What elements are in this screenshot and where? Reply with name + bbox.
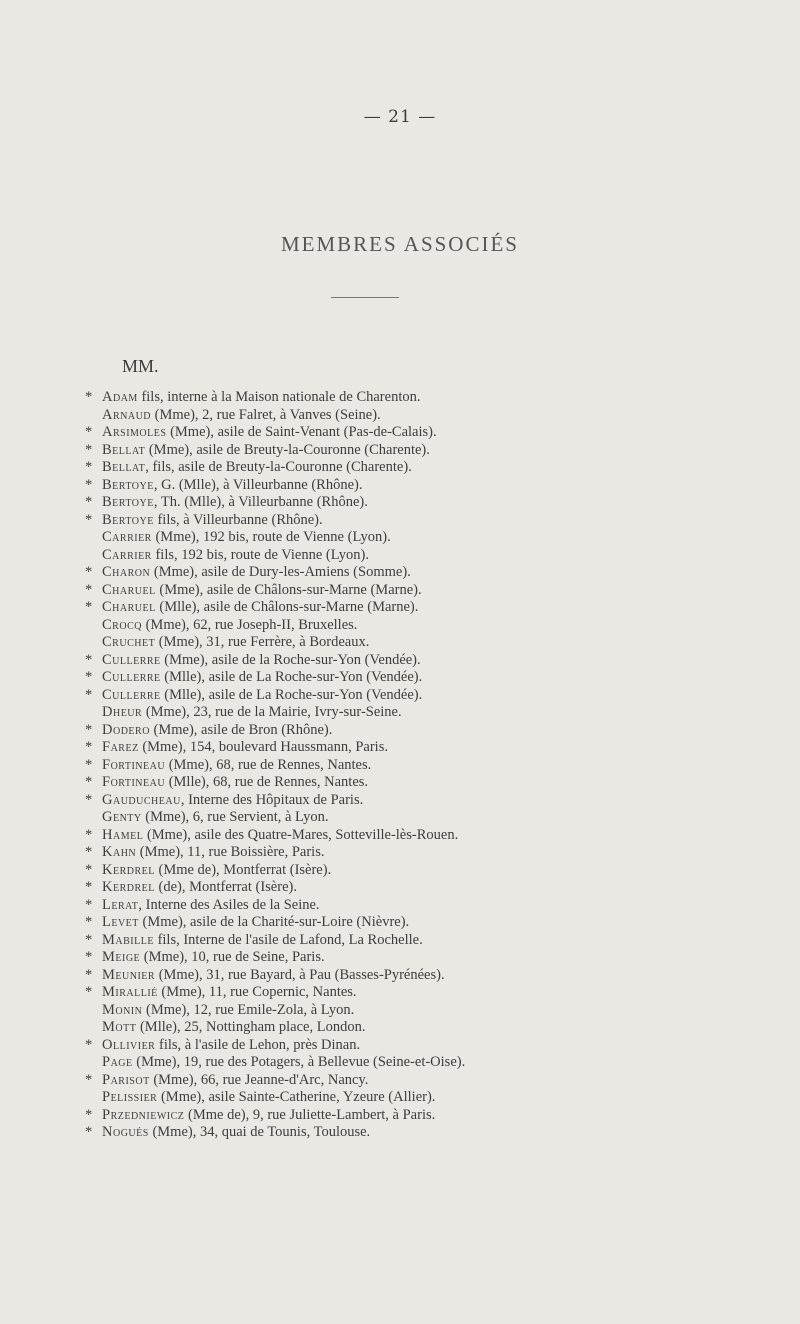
full-member-marker: *: [85, 1071, 93, 1088]
member-surname: Nogués: [102, 1124, 149, 1140]
member-details: (Mme), 31, rue Bayard, à Pau (Basses-Pyrénées).: [155, 966, 445, 983]
member-details: (Mlle), 25, Nottingham place, London.: [136, 1019, 366, 1035]
member-surname: Mott: [102, 1019, 137, 1035]
member-surname: Levet: [102, 914, 139, 930]
section-heading: MEMBRES ASSOCIÉS: [281, 232, 519, 256]
member-surname: Ollivier: [102, 1036, 156, 1053]
member-details: (Mme), 19, rue des Potagers, à Bellevue (Seine-et-Oise).: [132, 1054, 466, 1070]
member-details: (Mme), 12, rue Emile-Zola, à Lyon.: [142, 1001, 355, 1018]
member-surname: Meunier: [102, 966, 156, 983]
member-surname: Bellat: [102, 441, 146, 458]
member-details: (Mlle), 68, rue de Rennes, Nantes.: [165, 774, 369, 790]
full-member-marker: *: [85, 756, 93, 773]
member-surname: Bertoye: [102, 511, 154, 528]
member-entry: [85, 722, 725, 740]
member-details: fils, Interne de l'asile de Lafond, La Rochelle.: [153, 931, 423, 948]
member-details: (Mme), 11, rue Copernic, Nantes.: [157, 984, 357, 1000]
member-details: fils, à Villeurbanne (Rhône).: [153, 511, 323, 528]
member-entry: [85, 792, 725, 810]
member-surname: Bellat: [102, 459, 146, 475]
member-surname: Charuel: [102, 599, 156, 615]
member-entry: [85, 1054, 725, 1072]
member-details: fils, à l'asile de Lehon, près Dinan.: [155, 1036, 361, 1053]
member-entry: [85, 634, 725, 652]
page-number: — 21 —: [363, 107, 437, 127]
member-details: (Mme), asile de Dury-les-Amiens (Somme).: [150, 564, 411, 580]
member-details: (Mlle), asile de La Roche-sur-Yon (Vendée).: [160, 686, 423, 703]
member-entry: [85, 547, 725, 565]
member-entry: [85, 932, 725, 950]
member-surname: Fortineau: [102, 774, 166, 790]
member-entry: [85, 1002, 725, 1020]
member-surname: Bertoye: [102, 494, 154, 510]
member-surname: Gauducheau: [102, 791, 181, 808]
member-details: (Mme), 66, rue Jeanne-d'Arc, Nancy.: [149, 1071, 369, 1088]
member-surname: Dodero: [102, 721, 150, 738]
member-entry: [85, 1019, 725, 1037]
member-surname: Charon: [102, 564, 151, 580]
member-surname: Cullerre: [102, 686, 161, 703]
member-details: (Mlle), asile de Châlons-sur-Marne (Marne).: [155, 599, 419, 615]
member-entry: [85, 704, 725, 722]
member-surname: Dheur: [102, 704, 143, 720]
member-details: (Mme), 68, rue de Rennes, Nantes.: [165, 756, 372, 773]
member-details: , Interne des Hôpitaux de Paris.: [180, 791, 364, 808]
member-surname: Cruchet: [102, 634, 156, 650]
member-details: (Mme), asile des Quatre-Mares, Sotteville-lès-Rouen.: [143, 826, 459, 843]
member-entry: [85, 757, 725, 775]
full-member-marker: *: [85, 686, 93, 703]
member-details: , Interne des Asiles de la Seine.: [138, 896, 320, 913]
member-entry: [85, 407, 725, 425]
member-entry: [85, 494, 725, 512]
member-entry: [85, 564, 725, 582]
member-surname: Lerat: [102, 896, 139, 913]
member-entry: [85, 1107, 725, 1125]
member-details: (Mme), 154, boulevard Haussmann, Paris.: [138, 739, 388, 755]
full-member-marker: *: [85, 896, 93, 913]
member-surname: Meige: [102, 949, 141, 965]
member-surname: Crocq: [102, 616, 142, 633]
full-member-marker: *: [85, 669, 93, 685]
member-surname: Mirallié: [102, 984, 158, 1000]
full-member-marker: *: [85, 651, 93, 668]
member-surname: Cullerre: [102, 651, 161, 668]
member-entry: [85, 739, 725, 757]
full-member-marker: *: [85, 1106, 93, 1123]
member-details: fils, interne à la Maison nationale de Charenton.: [137, 389, 421, 405]
member-entry: [85, 1089, 725, 1107]
member-entry: [85, 827, 725, 845]
member-details: (Mme), asile de la Roche-sur-Yon (Vendée).: [160, 651, 421, 668]
full-member-marker: *: [85, 791, 93, 808]
member-details: (Mme), 23, rue de la Mairie, Ivry-sur-Seine.: [142, 704, 402, 720]
member-surname: Page: [102, 1054, 133, 1070]
member-entry: [85, 984, 725, 1002]
heading-divider: [331, 297, 399, 298]
member-details: (Mme), asile de Breuty-la-Couronne (Charente).: [145, 441, 430, 458]
full-member-marker: *: [85, 844, 93, 860]
full-member-marker: *: [85, 966, 93, 983]
full-member-marker: *: [85, 476, 93, 493]
member-surname: Kerdrel: [102, 861, 155, 878]
member-details: (Mme), asile de Saint-Venant (Pas-de-Calais).: [166, 424, 437, 440]
member-entry: [85, 477, 725, 495]
member-surname: Parisot: [102, 1071, 150, 1088]
member-entry: [85, 512, 725, 530]
member-surname: Farez: [102, 739, 139, 755]
full-member-marker: *: [85, 1036, 93, 1053]
full-member-marker: *: [85, 1124, 93, 1140]
member-entry: [85, 582, 725, 600]
member-details: (Mme), asile de Bron (Rhône).: [149, 721, 333, 738]
full-member-marker: *: [85, 459, 93, 475]
member-entry: [85, 949, 725, 967]
member-details: (Mme), asile de Châlons-sur-Marne (Marne).: [155, 581, 422, 598]
member-details: (Mme de), 9, rue Juliette-Lambert, à Paris.: [184, 1106, 436, 1123]
full-member-marker: *: [85, 389, 93, 405]
member-surname: Carrier: [102, 529, 152, 545]
member-entry: [85, 879, 725, 897]
member-details: (Mlle), asile de La Roche-sur-Yon (Vendée).: [160, 669, 423, 685]
member-details: (Mme), 34, quai de Tounis, Toulouse.: [148, 1124, 371, 1140]
full-member-marker: *: [85, 739, 93, 755]
full-member-marker: *: [85, 774, 93, 790]
member-entry: [85, 1124, 725, 1142]
member-surname: Fortineau: [102, 756, 166, 773]
full-member-marker: *: [85, 931, 93, 948]
member-surname: Arsimoles: [102, 424, 167, 440]
member-details: fils, 192 bis, route de Vienne (Lyon).: [151, 546, 369, 563]
member-surname: Adam: [102, 389, 138, 405]
salutation: MM.: [122, 356, 159, 376]
member-details: (Mme de), Montferrat (Isère).: [154, 861, 332, 878]
member-entry: [85, 1037, 725, 1055]
member-surname: Przedniewicz: [102, 1106, 185, 1123]
member-surname: Bertoye: [102, 476, 154, 493]
member-surname: Cullerre: [102, 669, 161, 685]
member-entry: [85, 687, 725, 705]
member-entry: [85, 774, 725, 792]
member-details: , G. (Mlle), à Villeurbanne (Rhône).: [153, 476, 363, 493]
member-entry: [85, 617, 725, 635]
member-entry: [85, 897, 725, 915]
member-entry: [85, 914, 725, 932]
member-entry: [85, 809, 725, 827]
full-member-marker: *: [85, 581, 93, 598]
full-member-marker: *: [85, 511, 93, 528]
member-entry: [85, 652, 725, 670]
full-member-marker: *: [85, 914, 93, 930]
member-entry: [85, 424, 725, 442]
member-details: (Mme), 62, rue Joseph-II, Bruxelles.: [141, 616, 358, 633]
full-member-marker: *: [85, 494, 93, 510]
full-member-marker: *: [85, 879, 93, 895]
member-details: (Mme), 10, rue de Seine, Paris.: [140, 949, 325, 965]
member-entry: [85, 1072, 725, 1090]
member-details: (Mme), 2, rue Falret, à Vanves (Seine).: [151, 406, 381, 423]
member-entry: [85, 669, 725, 687]
member-list: [85, 389, 725, 1142]
full-member-marker: *: [85, 721, 93, 738]
member-details: (Mme), asile Sainte-Catherine, Yzeure (Allier).: [157, 1089, 436, 1105]
member-entry: [85, 862, 725, 880]
member-details: , fils, asile de Breuty-la-Couronne (Charente).: [145, 459, 412, 475]
member-details: (Mme), 6, rue Servient, à Lyon.: [141, 809, 329, 825]
member-surname: Kerdrel: [102, 879, 155, 895]
full-member-marker: *: [85, 424, 93, 440]
member-entry: [85, 967, 725, 985]
member-details: (Mme), 11, rue Boissière, Paris.: [136, 844, 325, 860]
member-surname: Kahn: [102, 844, 137, 860]
member-surname: Carrier: [102, 546, 152, 563]
full-member-marker: *: [85, 564, 93, 580]
member-details: (Mme), asile de la Charité-sur-Loire (Nièvre).: [138, 914, 410, 930]
member-entry: [85, 599, 725, 617]
full-member-marker: *: [85, 949, 93, 965]
member-details: , Th. (Mlle), à Villeurbanne (Rhône).: [153, 494, 368, 510]
member-surname: Genty: [102, 809, 142, 825]
member-surname: Hamel: [102, 826, 144, 843]
member-entry: [85, 844, 725, 862]
member-details: (de), Montferrat (Isère).: [154, 879, 297, 895]
member-surname: Charuel: [102, 581, 156, 598]
member-entry: [85, 459, 725, 477]
member-details: (Mme), 31, rue Ferrère, à Bordeaux.: [155, 634, 370, 650]
member-surname: Pelissier: [102, 1089, 158, 1105]
member-entry: [85, 389, 725, 407]
full-member-marker: *: [85, 599, 93, 615]
full-member-marker: *: [85, 861, 93, 878]
full-member-marker: *: [85, 826, 93, 843]
member-surname: Arnaud: [102, 406, 152, 423]
member-entry: [85, 529, 725, 547]
full-member-marker: *: [85, 441, 93, 458]
member-entry: [85, 442, 725, 460]
member-surname: Monin: [102, 1001, 143, 1018]
full-member-marker: *: [85, 984, 93, 1000]
member-details: (Mme), 192 bis, route de Vienne (Lyon).: [151, 529, 391, 545]
member-surname: Mabille: [102, 931, 154, 948]
